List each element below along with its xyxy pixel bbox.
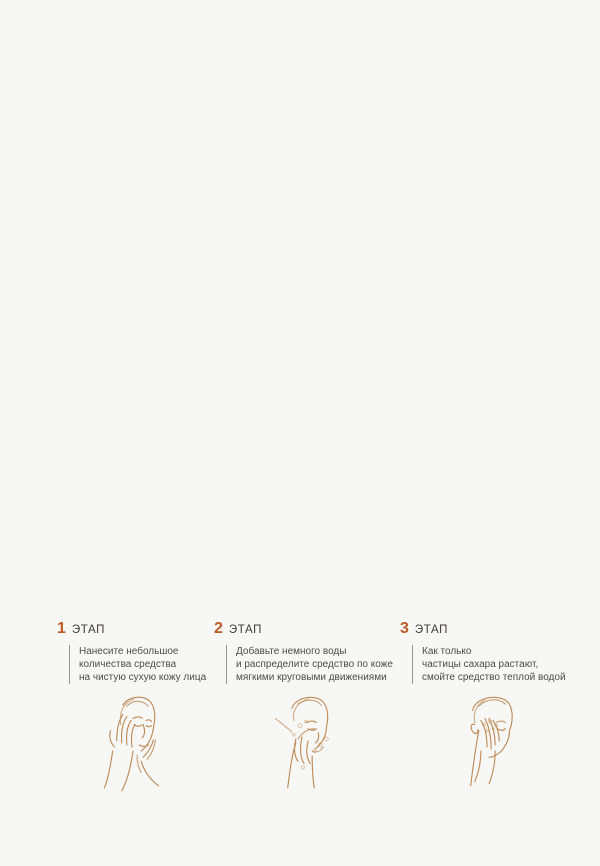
step-3-header: [400, 620, 572, 638]
step-1-description-line: количества средства: [79, 659, 177, 670]
step-1-label: ЭТАП: [71, 624, 106, 636]
step-3-description-line: смойте средство теплой водой: [422, 672, 566, 683]
step-2-description-line: и распределите средство по коже: [236, 659, 393, 670]
face-apply-illustration: [57, 694, 207, 796]
step-3: [400, 620, 572, 796]
step-2-number: 2: [214, 620, 223, 637]
step-2: [214, 620, 392, 796]
step-2-label: ЭТАП: [228, 624, 263, 636]
face-rinse-illustration: [400, 694, 572, 796]
step-3-description-line: Как только: [422, 646, 472, 657]
face-massage-illustration: [214, 694, 392, 796]
step-1-description-line: на чистую сухую кожу лица: [79, 672, 207, 683]
step-1: [57, 620, 207, 796]
step-1-description-line: Нанесите небольшое: [79, 646, 179, 657]
woman-rinsing-face-illustration: [450, 694, 522, 796]
step-3-description-line: частицы сахара растают,: [422, 659, 539, 670]
step-2-header: [214, 620, 392, 638]
step-3-description: [412, 645, 572, 684]
step-2-description-line: мягкими круговыми движениями: [236, 672, 387, 683]
step-1-header: [57, 620, 207, 638]
step-3-label: ЭТАП: [414, 624, 449, 636]
step-1-number: 1: [57, 620, 66, 637]
step-2-description-line: Добавьте немного воды: [236, 646, 347, 657]
step-2-description: [226, 645, 392, 684]
step-3-number: 3: [400, 620, 409, 637]
woman-applying-product-illustration: [96, 694, 168, 796]
woman-massaging-face-illustration: [267, 694, 339, 796]
step-1-description: [69, 645, 207, 684]
